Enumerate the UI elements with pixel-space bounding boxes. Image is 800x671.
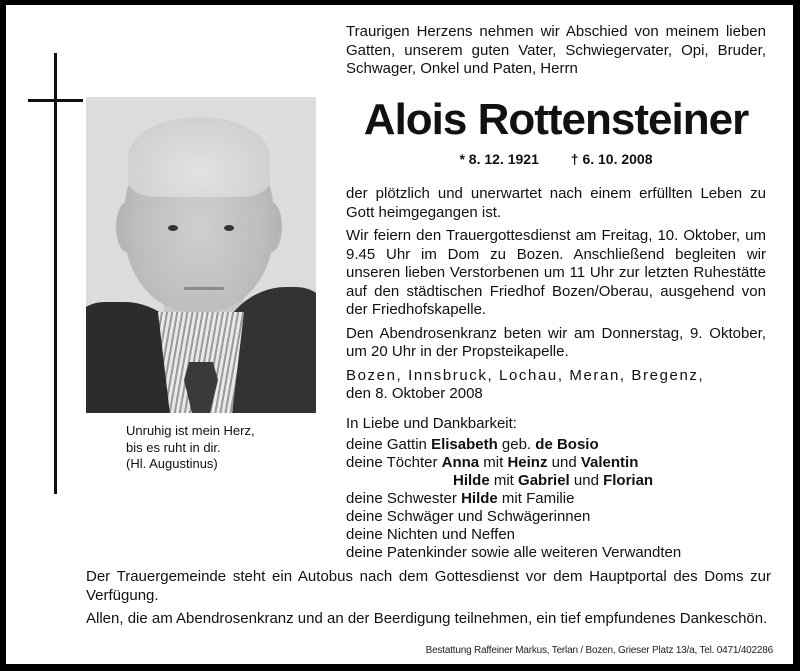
mourner-name: Valentin [580, 454, 639, 471]
relation-text: deine Töchter [346, 454, 442, 471]
bus-note: Der Trauergemeinde steht ein Autobus nach dem Gottesdienst vor dem Hauptportal des Doms zur Verfügung. [86, 568, 771, 604]
mourner-other: deine Nichten und Neffen [346, 526, 516, 543]
mourner-name: de Bosio [535, 436, 599, 453]
mourner-name: Elisabeth [431, 436, 498, 453]
photo-eye [224, 225, 234, 231]
thanks-note: Allen, die am Abendrosenkranz und an der Beerdigung teilnehmen, ein tief empfundenes Dankeschön. [86, 610, 768, 627]
relation-text: und [547, 454, 581, 471]
relation-text: deine Schwester [346, 490, 462, 507]
mourner-daughters-2 [346, 472, 786, 490]
mourner-name: Hilde [461, 490, 498, 507]
mourner-name: Gabriel [518, 472, 570, 489]
mourner-other: deine Patenkinder sowie alle weiteren Verwandten [346, 544, 682, 561]
footer-notes [86, 568, 771, 634]
rosary-text: Den Abendrosenkranz beten wir am Donnerstag, 9. Oktober, um 20 Uhr in der Propsteikapelle. [346, 324, 766, 360]
quote [126, 423, 255, 473]
passing-text: der plötzlich und unerwartet nach einem erfüllten Leben zu Gott heimgegangen ist. [346, 185, 766, 221]
photo-eye [168, 225, 178, 231]
deceased-name: Alois Rottensteiner [363, 95, 749, 144]
mourner-daughters [346, 454, 786, 472]
quote-line: Unruhig ist mein Herz, [126, 423, 255, 438]
death-date: † 6. 10. 2008 [570, 151, 653, 167]
obituary-notice [6, 5, 793, 664]
funeral-home-imprint: Bestattung Raffeiner Markus, Terlan / Bozen, Grieser Platz 13/a, Tel. 0471/402286 [425, 645, 773, 656]
mourner-wife [346, 436, 786, 454]
mourner-name: Heinz [507, 454, 548, 471]
quote-line: bis es ruht in dir. [126, 439, 221, 455]
relation-text: mit Familie [497, 490, 575, 507]
mourner-sister [346, 490, 786, 508]
quote-attribution: (Hl. Augustinus) [126, 456, 218, 471]
mourners-heading: In Liebe und Dankbarkeit: [346, 415, 517, 432]
relation-text: geb. [497, 436, 536, 453]
intro-block [346, 23, 766, 79]
funeral-service-text: Wir feiern den Trauergottesdienst am Freitag, 10. Oktober, um 9.45 Uhr im Dom zu Bozen. Anschließend begleiten wir unseren lieben Verstorbenen um 11 Uhr zur letzten Ruhestätte auf den städtischen Friedhof Bozen/Oberau, ausgehend von der Friedhofskapelle. [346, 227, 766, 318]
relation-text: und [569, 472, 604, 489]
mourner-name: Hilde [453, 472, 490, 489]
place-date: den 8. Oktober 2008 [346, 385, 483, 402]
relation-text: deine Gattin [346, 436, 432, 453]
mourner-name: Anna [441, 454, 480, 471]
birth-date: * 8. 12. 1921 [459, 151, 539, 167]
notice-body [346, 185, 766, 404]
cross-icon-arm [28, 99, 83, 102]
relation-text: mit [479, 454, 508, 471]
mourners-list [346, 415, 786, 562]
relation-text: mit [489, 472, 519, 489]
photo-mouth [184, 287, 224, 290]
photo-hair [128, 117, 270, 197]
intro-text: Traurigen Herzens nehmen wir Abschied von meinem lieben Gatten, unserem guten Vater, Schwiegervater, Opi, Bruder, Schwager, Onkel und Paten, Herrn [346, 23, 766, 77]
cross-icon [54, 53, 57, 494]
life-dates [346, 151, 766, 167]
mourner-name: Florian [603, 472, 654, 489]
places: Bozen, Innsbruck, Lochau, Meran, Bregenz, [346, 366, 705, 384]
portrait-photo [86, 97, 316, 413]
mourner-other: deine Schwäger und Schwägerinnen [346, 508, 591, 525]
